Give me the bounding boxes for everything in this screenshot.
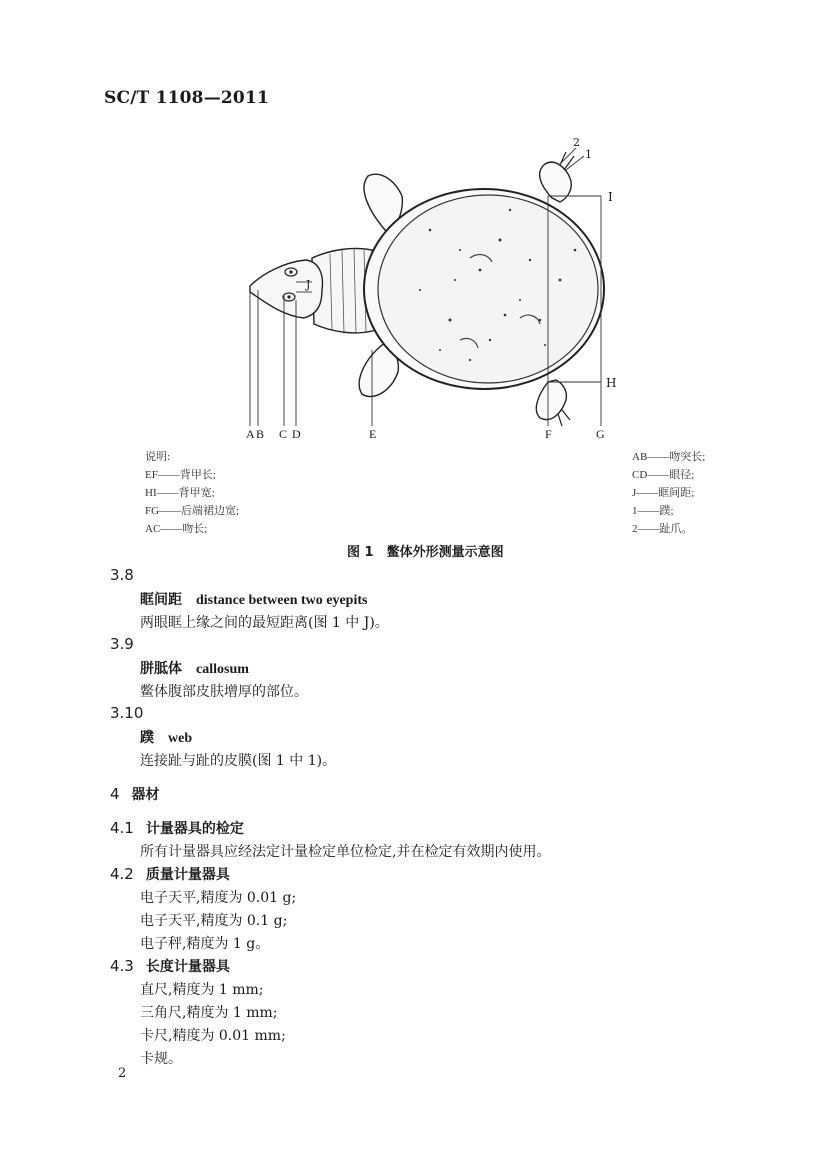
list-item: 三角尺,精度为 1 mm;: [140, 1005, 278, 1021]
carapace: [378, 195, 598, 383]
point-label-f: F: [545, 427, 552, 441]
label-h: H: [606, 376, 617, 390]
list-item: 电子天平,精度为 0.01 g;: [140, 890, 297, 906]
section-number: 4.3: [110, 957, 134, 975]
term-cn: 蹼: [140, 730, 154, 746]
legend-left: [145, 448, 239, 538]
section-4-2-heading: [110, 864, 230, 884]
point-label-a: A: [246, 427, 255, 441]
hind-flipper-bottom: [536, 380, 566, 420]
section-number-3-9: 3.9: [110, 635, 134, 653]
term-cn: 胼胝体: [140, 661, 182, 677]
legend-item: AB——吻突长;: [632, 451, 706, 463]
term-en: web: [168, 731, 193, 746]
legend-title: 说明:: [145, 451, 171, 463]
legend-item: CD——眼径;: [632, 469, 695, 481]
legend-item: 1——蹼;: [632, 505, 674, 517]
section-number: 4.1: [110, 819, 134, 837]
turtle-measurement-figure: [240, 138, 620, 443]
definition-3-10: 连接趾与趾的皮膜(图 1 中 1)。: [140, 753, 337, 769]
label-1: 1: [585, 148, 592, 161]
legend-item: FG——后端裙边宽;: [145, 505, 240, 517]
legend-item: AC——吻长;: [145, 523, 208, 535]
section-number: 4: [110, 785, 120, 803]
section-title: 长度计量器具: [145, 959, 230, 975]
list-item: 电子秤,精度为 1 g。: [140, 936, 270, 952]
term-3-10: [140, 727, 192, 747]
section-number-3-10: 3.10: [110, 704, 144, 722]
section-4-3-heading: [110, 956, 230, 976]
list-item: 卡规。: [140, 1051, 182, 1067]
legend-item: HI——背甲宽;: [145, 487, 215, 499]
legend-item: EF——背甲长;: [145, 469, 216, 481]
section-4-heading: [110, 784, 160, 804]
term-3-8: [140, 589, 367, 609]
paragraph-4-1: 所有计量器具应经法定计量检定单位检定,并在检定有效期内使用。: [140, 844, 551, 860]
point-label-d: D: [292, 427, 301, 441]
term-en: distance between two eyepits: [196, 593, 368, 608]
standard-number: SC/T 1108—2011: [104, 88, 270, 108]
point-label-e: E: [369, 427, 377, 441]
section-title: 质量计量器具: [145, 867, 230, 883]
turtle-head: [250, 260, 322, 318]
list-item: 电子天平,精度为 0.1 g;: [140, 913, 288, 929]
term-cn: 眶间距: [140, 592, 182, 608]
legend-item: 2——趾爪。: [632, 523, 693, 535]
point-label-c: C: [279, 427, 288, 441]
section-number: 4.2: [110, 865, 134, 883]
label-i: I: [608, 190, 613, 204]
definition-3-9: 鳖体腹部皮肤增厚的部位。: [140, 684, 308, 700]
section-4-1-heading: [110, 818, 244, 838]
label-j: J: [306, 278, 311, 291]
point-label-g: G: [596, 427, 605, 441]
list-item: 卡尺,精度为 0.01 mm;: [140, 1028, 286, 1044]
point-label-b: B: [256, 427, 265, 441]
list-item: 直尺,精度为 1 mm;: [140, 982, 264, 998]
section-number-3-8: 3.8: [110, 566, 134, 584]
term-en: callosum: [196, 662, 249, 677]
label-2: 2: [573, 136, 580, 149]
section-title: 计量器具的检定: [145, 821, 244, 837]
legend-item: J——眶间距;: [632, 487, 695, 499]
term-3-9: [140, 658, 249, 678]
section-title: 器材: [131, 787, 160, 803]
page-number: 2: [118, 1066, 127, 1081]
definition-3-8: 两眼眶上缘之间的最短距离(图 1 中 J)。: [140, 615, 389, 631]
figure-caption: 图 1 鳖体外形测量示意图: [347, 545, 504, 560]
legend-right: [632, 448, 705, 538]
